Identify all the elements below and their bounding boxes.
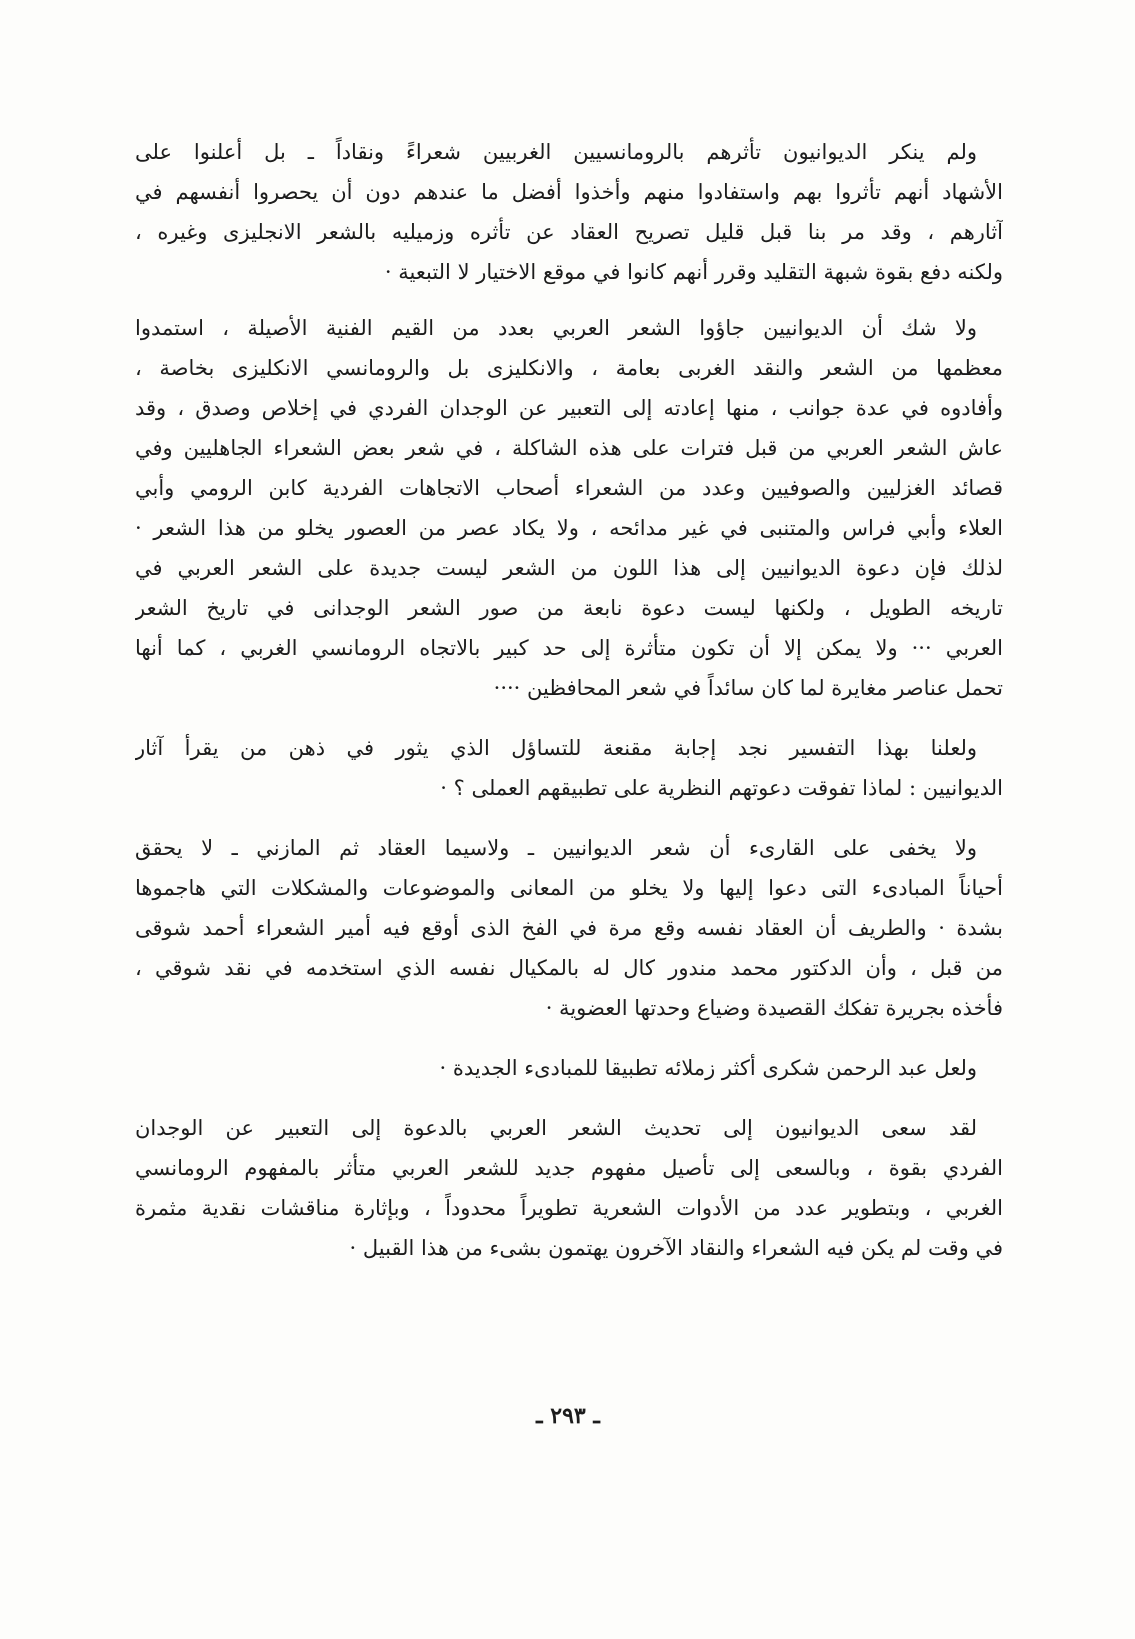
text-line: الفردي بقوة ، وبالسعى إلى تأصيل مفهوم جديد للشعر العربي متأثر بالمفهوم الرومانسي bbox=[135, 1156, 1003, 1180]
text-line: ولا يخفى على القارىء أن شعر الديوانيين ـ ولاسيما العقاد ثم المازني ـ لا يحقق bbox=[135, 836, 977, 860]
text-line: بشدة · والطريف أن العقاد نفسه وقع مرة في الفخ الذى أوقع فيه أمير الشعراء أحمد شوقى bbox=[135, 916, 1003, 940]
text-line: آثارهم ، وقد مر بنا قبل قليل تصريح العقاد عن تأثره وزميليه بالشعر الانجليزى وغيره ، bbox=[135, 220, 1003, 244]
paragraph-6 bbox=[135, 1108, 1003, 1268]
paragraph-5 bbox=[135, 1048, 1003, 1088]
text-line: في وقت لم يكن فيه الشعراء والنقاد الآخرون يهتمون بشىء من هذا القبيل · bbox=[349, 1236, 1003, 1260]
text-line: وأفادوه في عدة جوانب ، منها إعادته إلى التعبير عن الوجدان الفردي في إخلاص وصدق ، وقد bbox=[135, 396, 1003, 420]
text-line: الأشهاد أنهم تأثروا بهم واستفادوا منهم وأخذوا أفضل ما عندهم دون أن يحصروا أنفسهم في bbox=[135, 180, 1003, 204]
text-line: لذلك فإن دعوة الديوانيين إلى هذا اللون من الشعر ليست جديدة على الشعر العربي في bbox=[135, 556, 1003, 580]
text-line: من قبل ، وأن الدكتور محمد مندور كال له بالمكيال نفسه الذي استخدمه في نقد شوقي ، bbox=[135, 956, 1003, 980]
text-line: ولكنه دفع بقوة شبهة التقليد وقرر أنهم كانوا في موقع الاختيار لا التبعية · bbox=[384, 260, 1003, 284]
text-line: تحمل عناصر مغايرة لما كان سائداً في شعر المحافظين ···· bbox=[493, 676, 1003, 700]
text-line: أحياناً المبادىء التى دعوا إليها ولا يخلو من المعانى والموضوعات والمشكلات التي هاجموها bbox=[135, 876, 1003, 900]
text-line: فأخذه بجريرة تفكك القصيدة وضياع وحدتها العضوية · bbox=[545, 996, 1003, 1020]
page-number: ـ ٢٩٣ ـ bbox=[536, 1403, 600, 1429]
text-line: تاريخه الطويل ، ولكنها ليست دعوة نابعة من صور الشعر الوجدانى في تاريخ الشعر bbox=[135, 596, 1003, 620]
text-line: لقد سعى الديوانيون إلى تحديث الشعر العربي بالدعوة إلى التعبير عن الوجدان bbox=[135, 1116, 977, 1140]
text-line: العلاء وأبي فراس والمتنبى في غير مدائحه ، ولا يكاد عصر من العصور يخلو من هذا الشعر · bbox=[135, 516, 1003, 540]
paragraph-3 bbox=[135, 728, 1003, 808]
paragraph-2 bbox=[135, 308, 1003, 708]
text-line: معظمها من الشعر والنقد الغربى بعامة ، والانكليزى بل والرومانسي الانكليزى بخاصة ، bbox=[135, 356, 1003, 380]
paragraph-4 bbox=[135, 828, 1003, 1028]
body-text bbox=[135, 132, 1003, 1268]
text-line: العربي ··· ولا يمكن إلا أن تكون متأثرة إلى حد كبير بالاتجاه الرومانسي الغربي ، كما أنها bbox=[135, 636, 1003, 660]
text-line: ولا شك أن الديوانيين جاؤوا الشعر العربي بعدد من القيم الفنية الأصيلة ، استمدوا bbox=[135, 316, 977, 340]
text-line: الديوانيين : لماذا تفوقت دعوتهم النظرية على تطبيقهم العملى ؟ · bbox=[440, 776, 1003, 800]
text-line: الغربي ، وبتطوير عدد من الأدوات الشعرية تطويراً محدوداً ، وبإثارة مناقشات نقدية مثمرة bbox=[135, 1196, 1003, 1220]
text-line: ولعل عبد الرحمن شكرى أكثر زملائه تطبيقا للمبادىء الجديدة · bbox=[439, 1056, 977, 1080]
paragraph-1 bbox=[135, 132, 1003, 292]
text-line: عاش الشعر العربي من قبل فترات على هذه الشاكلة ، في شعر بعض الشعراء الجاهليين وفي bbox=[135, 436, 1003, 460]
text-line: قصائد الغزليين والصوفيين وعدد من الشعراء أصحاب الاتجاهات الفردية كابن الرومي وأبي bbox=[135, 476, 1003, 500]
text-line: ولم ينكر الديوانيون تأثرهم بالرومانسيين الغربيين شعراءً ونقاداً ـ بل أعلنوا على bbox=[135, 140, 977, 164]
text-line: ولعلنا بهذا التفسير نجد إجابة مقنعة للتساؤل الذي يثور في ذهن من يقرأ آثار bbox=[135, 736, 977, 760]
